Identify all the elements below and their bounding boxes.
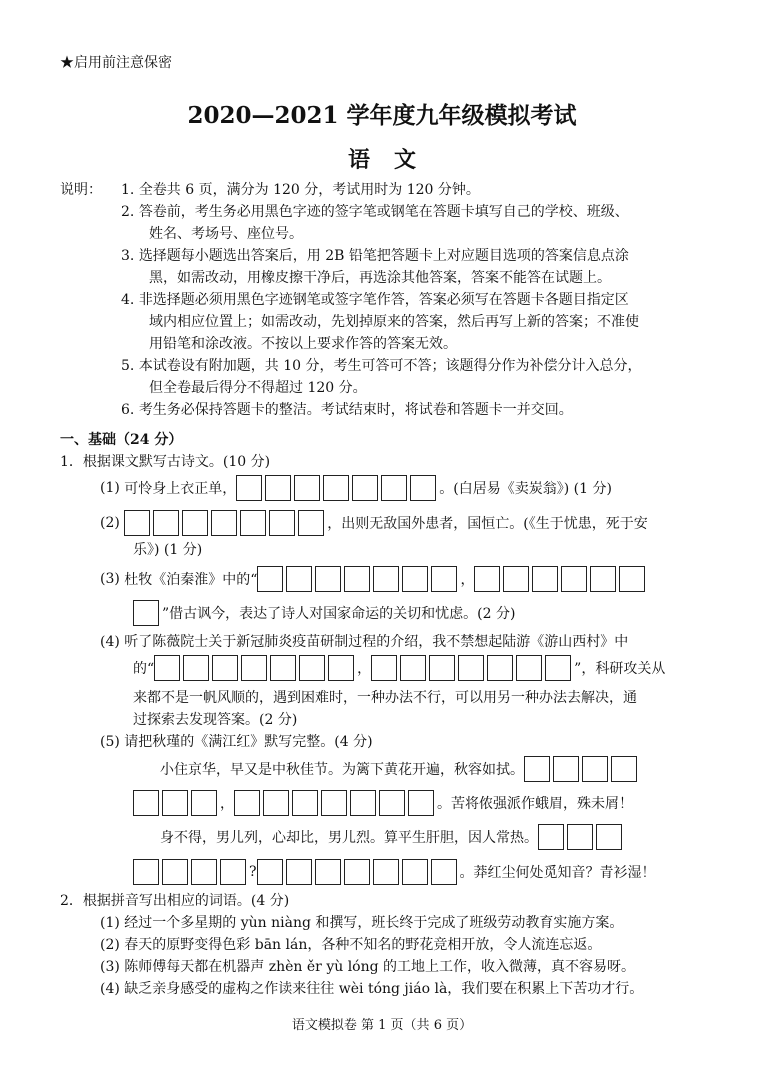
- instruction-text: 姓名、考场号、座位号。: [149, 226, 303, 242]
- answer-boxes[interactable]: [124, 510, 327, 536]
- answer-box[interactable]: [410, 475, 436, 501]
- question-2-item: [100, 935, 601, 955]
- confidential-notice: ★启用前注意保密: [60, 55, 172, 71]
- answer-boxes[interactable]: [474, 566, 648, 592]
- answer-box[interactable]: [211, 510, 237, 536]
- instruction-number: 1.: [121, 182, 135, 198]
- answer-box[interactable]: [191, 859, 217, 885]
- answer-box[interactable]: [371, 655, 397, 681]
- answer-boxes[interactable]: [234, 790, 437, 816]
- answer-boxes[interactable]: [154, 655, 357, 681]
- q1-part4-line3: 来都不是一帆风顺的，遇到困难时，一种办法不行，可以用另一种办法去解决，通: [133, 690, 637, 706]
- question-2-stem: 2．根据拼音写出相应的词语。(4 分): [60, 893, 290, 909]
- item-text: 经过一个多星期的 yùn niàng 和撰写，班长终于完成了班级劳动教育实施方案。: [124, 915, 624, 931]
- instruction-text: 非选择题必须用黑色字迹钢笔或签字笔作答，答案必须写在答题卡各题目指定区: [138, 292, 629, 308]
- answer-box[interactable]: [234, 790, 260, 816]
- part-text: 小住京华，早又是中秋佳节。为篱下黄花开遍，秋容如拭。: [160, 762, 524, 778]
- q1-part3-cont: [133, 599, 515, 627]
- answer-box[interactable]: [124, 510, 150, 536]
- answer-box[interactable]: [298, 510, 324, 536]
- answer-boxes[interactable]: [524, 756, 640, 782]
- answer-box[interactable]: [315, 566, 341, 592]
- answer-box[interactable]: [315, 859, 341, 885]
- q1-part4: [133, 654, 665, 682]
- answer-box[interactable]: [611, 756, 637, 782]
- item-number: (3): [100, 959, 120, 975]
- answer-boxes[interactable]: [133, 859, 249, 885]
- instruction-text: 选择题每小题选出答案后，用 2B 铅笔把答题卡上对应题目选项的答案信息点涂: [138, 248, 629, 264]
- answer-box[interactable]: [154, 655, 180, 681]
- instruction-item: [121, 400, 573, 420]
- answer-box[interactable]: [220, 859, 246, 885]
- answer-box[interactable]: [270, 655, 296, 681]
- question-2-item: [100, 979, 643, 999]
- answer-box[interactable]: [532, 566, 558, 592]
- instruction-item-cont: [149, 378, 367, 398]
- answer-boxes[interactable]: [371, 655, 574, 681]
- part-text: 可怜身上衣正单，: [124, 481, 237, 497]
- answer-box[interactable]: [294, 475, 320, 501]
- answer-box[interactable]: [487, 655, 513, 681]
- subject-title: 语文: [347, 147, 440, 173]
- instruction-item-cont: [149, 224, 303, 244]
- answer-box[interactable]: [516, 655, 542, 681]
- instruction-text: 但全卷最后得分不得超过 120 分。: [149, 380, 367, 396]
- section-heading: 一、基础（24 分）: [60, 432, 183, 448]
- answer-box[interactable]: [402, 859, 428, 885]
- answer-box[interactable]: [429, 655, 455, 681]
- answer-box[interactable]: [328, 655, 354, 681]
- answer-box[interactable]: [373, 859, 399, 885]
- answer-box[interactable]: [373, 566, 399, 592]
- answer-box[interactable]: [321, 790, 347, 816]
- part-text: 。(白居易《卖炭翁》) (1 分): [439, 481, 612, 497]
- instruction-item-cont: [149, 268, 611, 288]
- instruction-item: [121, 246, 629, 266]
- answer-box[interactable]: [240, 510, 266, 536]
- instruction-number: 4.: [121, 292, 135, 308]
- answer-box[interactable]: [596, 824, 622, 850]
- answer-box[interactable]: [182, 510, 208, 536]
- part-number: (3): [100, 571, 120, 587]
- q1-part2: [100, 509, 648, 537]
- answer-box[interactable]: [400, 655, 426, 681]
- part-number: (2): [100, 515, 120, 531]
- answer-box[interactable]: [545, 655, 571, 681]
- instruction-item: [121, 202, 629, 222]
- answer-box[interactable]: [299, 655, 325, 681]
- answer-box[interactable]: [590, 566, 616, 592]
- q1-part2-cont: 乐》) (1 分): [133, 542, 203, 558]
- answer-boxes[interactable]: [257, 566, 460, 592]
- answer-box[interactable]: [524, 756, 550, 782]
- answer-box[interactable]: [133, 600, 159, 626]
- instruction-text: 域内相应位置上；如需改动，先划掉原来的答案，然后再写上新的答案；不准使: [149, 314, 639, 330]
- question-1-stem: 1．根据课文默写古诗文。(10 分): [60, 454, 271, 470]
- q1-part4-line1: (4) 听了陈薇院士关于新冠肺炎疫苗研制过程的介绍，我不禁想起陆游《游山西村》中: [100, 634, 629, 650]
- instruction-item: [121, 290, 629, 310]
- instruction-item-cont: [149, 312, 639, 332]
- part-text: 。莽红尘何处觅知音？青衫湿！: [459, 865, 656, 881]
- q1-part1: [100, 474, 612, 502]
- instruction-item-cont: [149, 334, 457, 354]
- question-2-item: [100, 957, 635, 977]
- answer-boxes[interactable]: [257, 859, 460, 885]
- answer-box[interactable]: [402, 566, 428, 592]
- part-text: 身不得，男儿列，心却比，男儿烈。算平生肝胆，因人常热。: [160, 830, 538, 846]
- item-number: (1): [100, 915, 120, 931]
- part-text: ，: [220, 796, 234, 812]
- answer-box[interactable]: [582, 756, 608, 782]
- instruction-text: 考生务必保持答题卡的整洁。考试结束时，将试卷和答题卡一并交回。: [138, 402, 573, 418]
- instruction-number: 6.: [121, 402, 135, 418]
- answer-box[interactable]: [567, 824, 593, 850]
- exam-title: 2020—2021 学年度九年级模拟考试: [187, 102, 577, 129]
- answer-box[interactable]: [263, 790, 289, 816]
- answer-box[interactable]: [183, 655, 209, 681]
- instruction-item: [121, 356, 642, 376]
- answer-box[interactable]: [292, 790, 318, 816]
- answer-box[interactable]: [265, 475, 291, 501]
- answer-box[interactable]: [133, 790, 159, 816]
- answer-box[interactable]: [474, 566, 500, 592]
- answer-boxes[interactable]: [133, 600, 162, 626]
- item-number: (2): [100, 937, 120, 953]
- item-text: 陈师傅每天都在机器声 zhèn ěr yù lóng 的工地上工作，收入微薄，真不容易呀。: [124, 959, 636, 975]
- answer-box[interactable]: [162, 790, 188, 816]
- answer-box[interactable]: [350, 790, 376, 816]
- instruction-number: 5.: [121, 358, 135, 374]
- item-text: 缺乏亲身感受的虚构之作读来往往 wèi tóng jiáo là，我们要在积累上下苦功才行。: [124, 981, 644, 997]
- answer-box[interactable]: [153, 510, 179, 536]
- answer-box[interactable]: [352, 475, 378, 501]
- part-text: 的“: [133, 661, 155, 677]
- part-text: ?: [249, 864, 257, 880]
- answer-box[interactable]: [503, 566, 529, 592]
- answer-box[interactable]: [133, 859, 159, 885]
- instruction-text: 本试卷设有附加题，共 10 分，考生可答可不答；该题得分作为补偿分计入总分，: [138, 358, 642, 374]
- answer-box[interactable]: [561, 566, 587, 592]
- answer-box[interactable]: [236, 475, 262, 501]
- answer-box[interactable]: [286, 566, 312, 592]
- instructions-label: 说明：: [60, 182, 102, 198]
- page-footer: 语文模拟卷 第 1 页（共 6 页）: [291, 1018, 473, 1033]
- answer-box[interactable]: [257, 566, 283, 592]
- answer-box[interactable]: [191, 790, 217, 816]
- answer-box[interactable]: [212, 655, 238, 681]
- answer-box[interactable]: [257, 859, 283, 885]
- part-text: ”，科研攻关从: [574, 661, 666, 677]
- instruction-text: 用铅笔和涂改液。不按以上要求作答的答案无效。: [149, 336, 457, 352]
- q1-part5-line4: [133, 858, 656, 886]
- answer-box[interactable]: [241, 655, 267, 681]
- item-text: 春天的原野变得色彩 bān lán，各种不知名的野花竞相开放，令人流连忘返。: [124, 937, 602, 953]
- q1-part5-line3: [160, 823, 625, 851]
- answer-box[interactable]: [323, 475, 349, 501]
- answer-box[interactable]: [286, 859, 312, 885]
- part-text: 。苦将侬强派作蛾眉，殊未屑！: [437, 796, 633, 812]
- answer-box[interactable]: [344, 566, 370, 592]
- instruction-text: 黑，如需改动，用橡皮擦干净后，再选涂其他答案，答案不能答在试题上。: [149, 270, 611, 286]
- answer-box[interactable]: [458, 655, 484, 681]
- instruction-text: 答卷前，考生务必用黑色字迹的签字笔或钢笔在答题卡填写自己的学校、班级、: [138, 204, 629, 220]
- q1-part5-line1: [160, 755, 640, 783]
- part-text: ”借古讽今，表达了诗人对国家命运的关切和忧虑。(2 分): [162, 606, 516, 622]
- q1-part5-stem: (5) 请把秋瑾的《满江红》默写完整。(4 分): [100, 734, 373, 750]
- answer-box[interactable]: [431, 859, 457, 885]
- part-text: ，出则无敌国外患者，国恒亡。(《生于忧患，死于安: [327, 516, 648, 532]
- answer-boxes[interactable]: [236, 475, 439, 501]
- part-text: 杜牧《泊秦淮》中的“: [124, 572, 258, 588]
- answer-box[interactable]: [553, 756, 579, 782]
- q1-part3: [100, 565, 648, 593]
- answer-box[interactable]: [408, 790, 434, 816]
- question-2-item: [100, 913, 623, 933]
- part-text: ，: [460, 572, 475, 588]
- answer-box[interactable]: [538, 824, 564, 850]
- q1-part4-line4: 过探索去发现答案。(2 分): [133, 712, 298, 728]
- answer-box[interactable]: [619, 566, 645, 592]
- answer-boxes[interactable]: [133, 790, 220, 816]
- answer-box[interactable]: [269, 510, 295, 536]
- q1-part5-line2: [133, 789, 633, 817]
- answer-box[interactable]: [431, 566, 457, 592]
- instruction-text: 全卷共 6 页，满分为 120 分，考试用时为 120 分钟。: [138, 182, 480, 198]
- instruction-number: 3.: [121, 248, 135, 264]
- answer-box[interactable]: [381, 475, 407, 501]
- instruction-item: [121, 180, 480, 200]
- instruction-number: 2.: [121, 204, 135, 220]
- answer-box[interactable]: [344, 859, 370, 885]
- answer-boxes[interactable]: [538, 824, 625, 850]
- answer-box[interactable]: [162, 859, 188, 885]
- part-number: (1): [100, 480, 120, 496]
- answer-box[interactable]: [379, 790, 405, 816]
- part-text: ，: [357, 661, 372, 677]
- item-number: (4): [100, 981, 120, 997]
